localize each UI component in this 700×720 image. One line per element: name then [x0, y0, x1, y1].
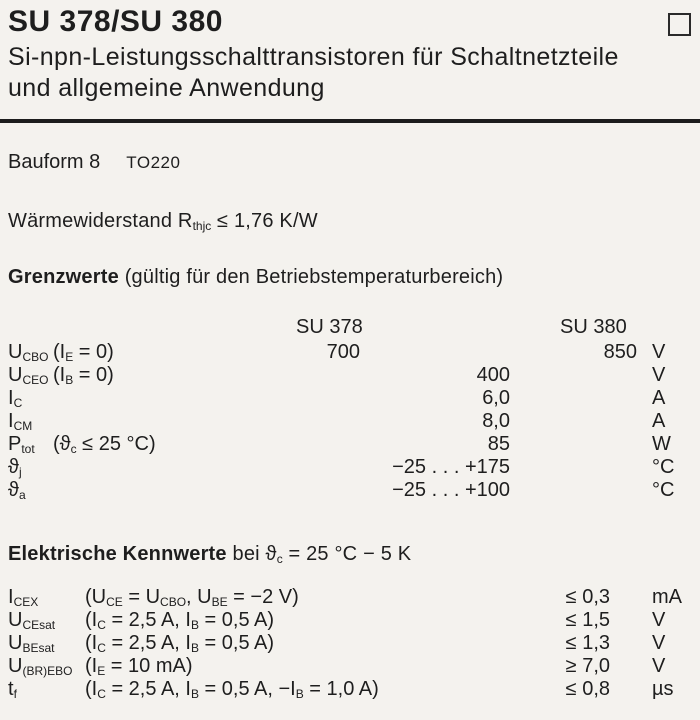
table-row: [8, 341, 692, 364]
unit-cell: W: [652, 433, 671, 455]
value-shared-cell: −25 . . . +175: [392, 456, 510, 478]
value-shared-cell: 85: [487, 433, 510, 455]
column-header-su380: SU 380: [560, 316, 627, 338]
page-title: SU 378/SU 380: [8, 5, 223, 38]
table-row: [8, 678, 692, 701]
subtitle-line-1: Si-npn-Leistungsschalttransistoren für Schaltnetzteile: [8, 43, 619, 71]
unit-cell: V: [652, 609, 666, 631]
table-row: [8, 387, 692, 410]
table-row: [8, 655, 692, 678]
table-row: [8, 364, 692, 387]
value-su380-cell: 850: [603, 341, 637, 363]
limit-value-cell: ≤ 0,8: [565, 678, 610, 700]
unit-cell: V: [652, 364, 666, 386]
unit-cell: °C: [652, 456, 675, 478]
value-su378-cell: 700: [326, 341, 360, 363]
column-header-su378: SU 378: [296, 316, 363, 338]
type-column-headers: [8, 316, 692, 338]
grenzwerte-heading-bold: Grenzwerte: [8, 266, 119, 288]
table-row: [8, 586, 692, 609]
condition-cell: ($I_E = 10$ mA): [85, 655, 193, 678]
table-row: [8, 632, 692, 655]
symbol-cell: $ϑ_j$: [8, 456, 22, 479]
grenzwerte-table: [8, 341, 692, 502]
limit-value-cell: ≤ 1,5: [565, 609, 610, 631]
package-name: TO220: [126, 153, 181, 172]
symbol-cell: $I_{CEX}$: [8, 586, 39, 609]
grenzwerte-heading-rest: (gültig für den Betriebstemperaturbereich): [118, 266, 504, 288]
kennwerte-heading-bold: Elektrische Kennwerte: [8, 543, 227, 565]
corner-square-icon: [668, 13, 691, 36]
kennwerte-table: [8, 586, 692, 701]
symbol-cell: $I_{CM}$: [8, 410, 33, 433]
table-row: [8, 433, 692, 456]
table-row: [8, 410, 692, 433]
table-row: [8, 609, 692, 632]
kennwerte-heading-rest: bei $ϑ_c = 25$ °C − 5 K: [226, 543, 412, 566]
condition-cell: $(I_B = 0)$: [53, 364, 114, 387]
page-subtitle: [8, 42, 698, 104]
symbol-cell: $U_{(BR)EBO}$: [8, 655, 73, 678]
horizontal-rule: [0, 119, 700, 123]
condition-cell: ($ϑ_c \le 25$ °C): [53, 433, 156, 456]
symbol-cell: $U_{CEsat}$: [8, 609, 56, 632]
unit-cell: A: [652, 410, 666, 432]
limit-value-cell: ≥ 7,0: [565, 655, 610, 677]
package-line: [8, 151, 180, 174]
symbol-cell: $I_C$: [8, 387, 23, 410]
table-row: [8, 479, 692, 502]
condition-cell: ($I_C = 2,5$ A, $I_B = 0,5$ A): [85, 609, 275, 632]
condition-cell: ($U_{CE} = U_{CBO}$, $U_{BE} = -2$ V): [85, 586, 299, 609]
condition-cell: ($I_C = 2,5$ A, $I_B = 0,5$ A, $-I_B = 1,0$ A): [85, 678, 379, 701]
condition-cell: ($I_C = 2,5$ A, $I_B = 0,5$ A): [85, 632, 275, 655]
unit-cell: mA: [652, 586, 682, 608]
symbol-cell: $U_{CBO}$: [8, 341, 49, 364]
symbol-cell: $ϑ_a$: [8, 479, 26, 502]
value-shared-cell: 400: [476, 364, 510, 386]
value-shared-cell: 8,0: [482, 410, 510, 432]
unit-cell: V: [652, 341, 666, 363]
value-shared-cell: 6,0: [482, 387, 510, 409]
limit-value-cell: ≤ 0,3: [565, 586, 610, 608]
bauform-label: Bauform 8: [8, 151, 101, 173]
kennwerte-heading: [8, 543, 411, 566]
value-shared-cell: −25 . . . +100: [392, 479, 510, 501]
subtitle-line-2: und allgemeine Anwendung: [8, 74, 325, 102]
table-row: [8, 456, 692, 479]
symbol-cell: $U_{CEO}$: [8, 364, 49, 387]
grenzwerte-heading: [8, 266, 503, 289]
thermal-resistance-line: Wärmewiderstand $R_{thjc} \le 1,76$ K/W: [8, 210, 318, 233]
unit-cell: µs: [652, 678, 674, 700]
unit-cell: V: [652, 632, 666, 654]
symbol-cell: $t_f$: [8, 678, 17, 701]
symbol-cell: $P_{tot}$: [8, 433, 35, 456]
limit-value-cell: ≤ 1,3: [565, 632, 610, 654]
symbol-cell: $U_{BEsat}$: [8, 632, 55, 655]
condition-cell: $(I_E = 0)$: [53, 341, 114, 364]
unit-cell: V: [652, 655, 666, 677]
unit-cell: °C: [652, 479, 675, 501]
unit-cell: A: [652, 387, 666, 409]
